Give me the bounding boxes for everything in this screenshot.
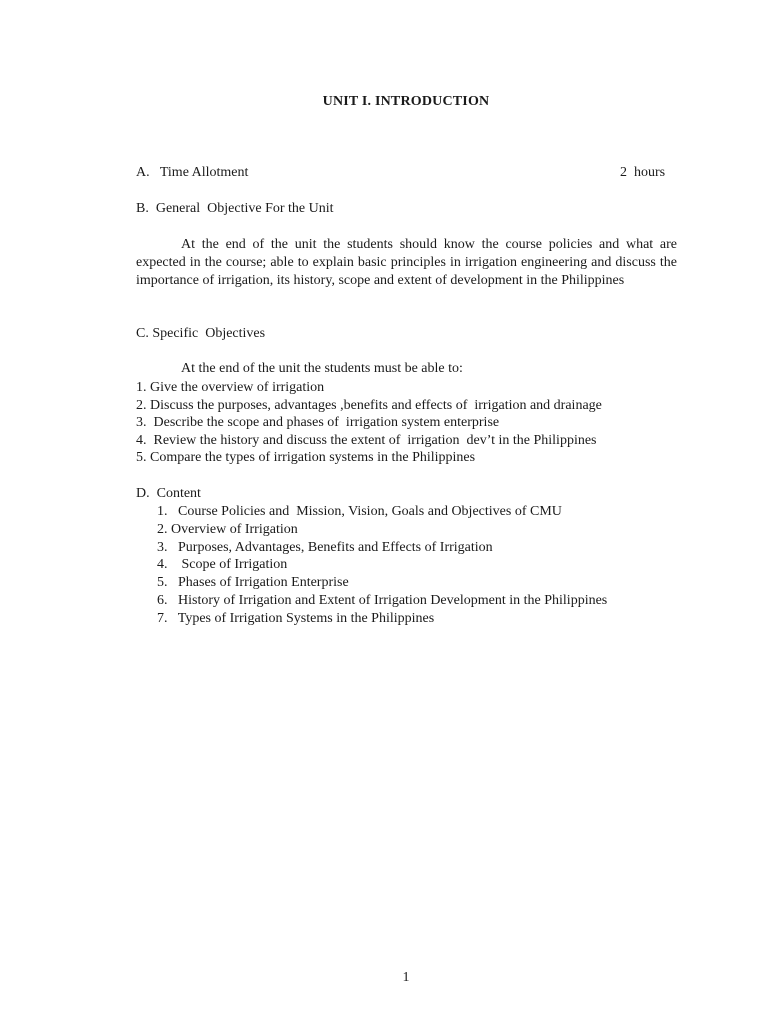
content-list	[157, 503, 607, 628]
content-item: 6. History of Irrigation and Extent of Irrigation Development in the Philippines	[157, 592, 608, 608]
general-objective-heading: B. General Objective For the Unit	[136, 201, 334, 216]
content-item: 3. Purposes, Advantages, Benefits and Effects of Irrigation	[157, 539, 493, 555]
objective-item: 5. Compare the types of irrigation systems in the Philippines	[136, 450, 476, 466]
content-item: 7. Types of Irrigation Systems in the Philippines	[157, 610, 435, 626]
time-allotment-label: A. Time Allotment	[136, 165, 249, 180]
content-heading: D. Content	[136, 486, 201, 501]
specific-objectives-heading: C. Specific Objectives	[136, 326, 266, 341]
objective-item: 4. Review the history and discuss the extent of irrigation dev’t in the Philippines	[136, 432, 597, 448]
content-item: 2. Overview of Irrigation	[157, 521, 298, 537]
specific-objectives-list	[136, 379, 602, 467]
specific-objectives-lead: At the end of the unit the students must be able to:	[181, 361, 463, 376]
objective-item: 2. Discuss the purposes, advantages ,benefits and effects of irrigation and drainage	[136, 397, 602, 413]
unit-title: UNIT I. INTRODUCTION	[322, 94, 490, 109]
time-allotment-value: 2 hours	[620, 165, 666, 180]
objective-item: 1. Give the overview of irrigation	[136, 380, 325, 395]
page-number: 1	[402, 970, 410, 985]
general-objective-paragraph: At the end of the unit the students should know the course policies and what are expected in the course; able to explain basic principles in irrigation engineering and discuss the importance of irrigation, its history, scope and extent of development in the Philippines	[136, 237, 677, 288]
content-item: 5. Phases of Irrigation Enterprise	[157, 575, 349, 591]
content-item: 4. Scope of Irrigation	[157, 557, 288, 573]
objective-item: 3. Describe the scope and phases of irrigation system enterprise	[136, 415, 500, 431]
content-item: 1. Course Policies and Mission, Vision, Goals and Objectives of CMU	[157, 504, 562, 519]
